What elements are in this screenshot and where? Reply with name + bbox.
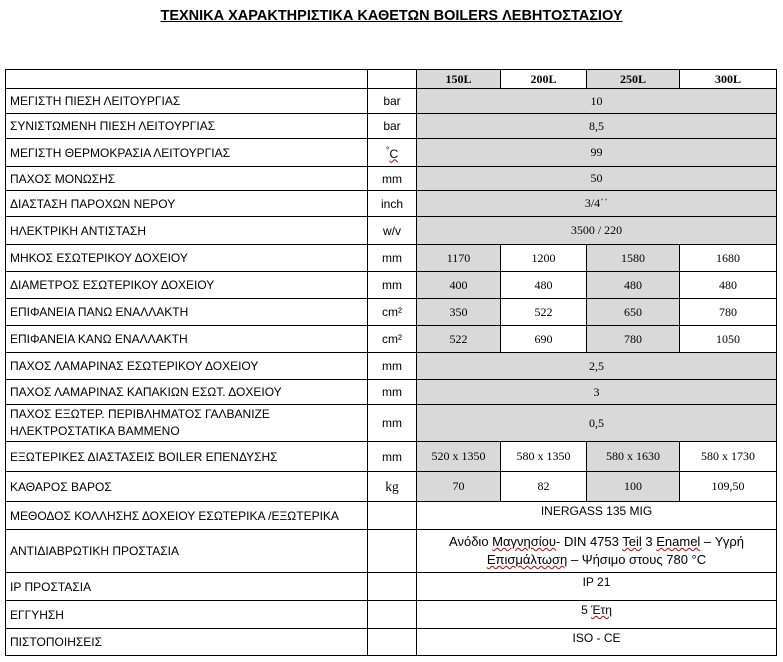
corrosion-text: Teil [622, 534, 642, 549]
cell-200l: 580 x 1350 [501, 442, 587, 472]
cell-300l: 480 [680, 272, 777, 299]
row-unit: mm [368, 272, 417, 299]
row-value [417, 530, 777, 573]
row-unit: cm² [368, 326, 417, 353]
row-unit: mm [368, 167, 417, 191]
cell-250l: 100 [587, 472, 680, 502]
cell-300l: 1680 [680, 245, 777, 272]
cell-200l: 522 [501, 299, 587, 326]
cell-300l: 109,50 [680, 472, 777, 502]
table-row [6, 629, 777, 656]
row-label: ΑΝΤΙΔΙΑΒΡΩΤΙΚΗ ΠΡΟΣΤΑΣΙΑ [6, 530, 368, 573]
row-label: ΔΙΑΜΕΤΡΟΣ ΕΣΩΤΕΡΙΚΟΥ ΔΟΧΕΙΟΥ [6, 272, 368, 299]
row-unit: mm [368, 245, 417, 272]
table-row [6, 245, 777, 272]
row-value: 10 [417, 89, 777, 114]
cell-250l: 650 [587, 299, 680, 326]
warranty-number: 5 [581, 603, 592, 617]
row-value: 3 [417, 380, 777, 405]
header-empty-unit [368, 70, 417, 89]
row-value: 3/4΄΄ [417, 191, 777, 217]
row-label: ΣΥΝΙΣΤΩΜΕΝΗ ΠΙΕΣΗ ΛΕΙΤΟΥΡΓΙΑΣ [6, 114, 368, 139]
corrosion-text: – Ψήσιμο στους 780 °C [567, 552, 707, 567]
celsius-unit: C [389, 146, 399, 161]
row-unit: bar [368, 89, 417, 114]
table-row [6, 353, 777, 380]
row-label: ΠΙΣΤΟΠΟΙΗΣΕΙΣ [6, 629, 368, 656]
corrosion-text: - DIN 4753 [556, 534, 623, 549]
corrosion-text: Μαγνησίου [492, 534, 556, 549]
row-unit [368, 139, 417, 167]
row-value: IP 21 [417, 573, 777, 601]
cell-150l: 520 x 1350 [417, 442, 501, 472]
row-label-line2: ΗΛΕΚΤΡΟΣΤΑΤΙΚΑ ΒΑΜΜΕΝΟ [10, 424, 180, 438]
corrosion-text: – Υγρή [700, 534, 744, 549]
table-row [6, 380, 777, 405]
row-value: 8,5 [417, 114, 777, 139]
row-value: INERGASS 135 MIG [417, 502, 777, 530]
table-row [6, 405, 777, 442]
row-unit-empty [368, 629, 417, 656]
row-label: ΜΕΓΙΣΤΗ ΘΕΡΜΟΚΡΑΣΙΑ ΛΕΙΤΟΥΡΓΙΑΣ [6, 139, 368, 167]
cell-250l: 480 [587, 272, 680, 299]
row-unit: w/v [368, 217, 417, 245]
cell-300l: 1050 [680, 326, 777, 353]
table-row [6, 442, 777, 472]
row-unit: inch [368, 191, 417, 217]
table-row [6, 299, 777, 326]
table-row [6, 601, 777, 629]
row-label: ΕΠΙΦΑΝΕΙΑ ΚΑΝΩ ΕΝΑΛΛΑΚΤΗ [6, 326, 368, 353]
row-value: ISO - CE [417, 629, 777, 656]
table-row [6, 573, 777, 601]
cell-200l: 1200 [501, 245, 587, 272]
header-150l: 150L [417, 70, 501, 89]
corrosion-text: Επισμάλτωση [486, 552, 568, 567]
header-empty-label [6, 70, 368, 89]
row-unit: bar [368, 114, 417, 139]
row-label: ΕΓΓΥΗΣΗ [6, 601, 368, 629]
table-row [6, 191, 777, 217]
row-unit: kg [368, 472, 417, 502]
cell-300l: 580 x 1730 [680, 442, 777, 472]
table-row [6, 530, 777, 573]
row-value [417, 601, 777, 629]
cell-150l: 522 [417, 326, 501, 353]
document-title: ΤΕΧΝΙΚΑ ΧΑΡΑΚΤΗΡΙΣΤΙΚΑ ΚΑΘΕΤΩΝ BOILERS ΛΕΒΗΤΟΣΤΑΣΙΟΥ [160, 8, 623, 24]
table-row [6, 472, 777, 502]
row-label: ΕΠΙΦΑΝΕΙΑ ΠΑΝΩ ΕΝΑΛΛΑΚΤΗ [6, 299, 368, 326]
cell-150l: 70 [417, 472, 501, 502]
header-300l: 300L [680, 70, 777, 89]
row-unit-empty [368, 502, 417, 530]
row-label: ΠΑΧΟΣ ΜΟΝΩΣΗΣ [6, 167, 368, 191]
row-unit: mm [368, 405, 417, 442]
table-row [6, 502, 777, 530]
table-row [6, 272, 777, 299]
table-row [6, 114, 777, 139]
row-label: ΔΙΑΣΤΑΣΗ ΠΑΡΟΧΩΝ ΝΕΡΟΥ [6, 191, 368, 217]
row-label: ΗΛΕΚΤΡΙΚΗ ΑΝΤΙΣΤΑΣΗ [6, 217, 368, 245]
cell-200l: 480 [501, 272, 587, 299]
row-label: ΜΗΚΟΣ ΕΣΩΤΕΡΙΚΟΥ ΔΟΧΕΙΟΥ [6, 245, 368, 272]
cell-150l: 1170 [417, 245, 501, 272]
row-label: ΜΕΓΙΣΤΗ ΠΙΕΣΗ ΛΕΙΤΟΥΡΓΙΑΣ [6, 89, 368, 114]
cell-150l: 400 [417, 272, 501, 299]
row-label: ΠΑΧΟΣ ΛΑΜΑΡΙΝΑΣ ΕΣΩΤΕΡΙΚΟΥ ΔΟΧΕΙΟΥ [6, 353, 368, 380]
degree-sign: ° [385, 144, 390, 155]
cell-200l: 82 [501, 472, 587, 502]
cell-250l: 780 [587, 326, 680, 353]
header-200l: 200L [501, 70, 587, 89]
row-value: 50 [417, 167, 777, 191]
cell-200l: 690 [501, 326, 587, 353]
corrosion-text: Ανόδιο [449, 534, 493, 549]
row-label: ΠΑΧΟΣ ΛΑΜΑΡΙΝΑΣ ΚΑΠΑΚΙΩΝ ΕΣΩΤ. ΔΟΧΕΙΟΥ [6, 380, 368, 405]
row-value: 2,5 [417, 353, 777, 380]
table-row [6, 139, 777, 167]
specifications-table [5, 69, 777, 656]
table-row [6, 326, 777, 353]
corrosion-text: Enamel [656, 534, 701, 549]
row-unit-empty [368, 530, 417, 573]
row-label: ΜΕΘΟΔΟΣ ΚΟΛΛΗΣΗΣ ΔΟΧΕΙΟΥ ΕΣΩΤΕΡΙΚΑ /ΕΞΩΤΕΡΙΚΑ [6, 502, 368, 530]
table-header-row [6, 70, 777, 89]
row-label: ΕΞΩΤΕΡΙΚΕΣ ΔΙΑΣΤΑΣΕΙΣ BOILER ΕΠΕΝΔΥΣΗΣ [6, 442, 368, 472]
row-unit-empty [368, 601, 417, 629]
cell-250l: 1580 [587, 245, 680, 272]
row-label-line1: ΠΑΧΟΣ ΕΞΩΤΕΡ. ΠΕΡΙΒΛΗΜΑΤΟΣ ΓΑΛΒΑΝΙΖΕ [10, 407, 270, 421]
table-row [6, 167, 777, 191]
row-unit: mm [368, 442, 417, 472]
corrosion-text: 3 [641, 534, 657, 549]
row-label: ΚΑΘΑΡΟΣ ΒΑΡΟΣ [6, 472, 368, 502]
row-value: 99 [417, 139, 777, 167]
row-label: IP ΠΡΟΣΤΑΣΙΑ [6, 573, 368, 601]
table-row [6, 89, 777, 114]
cell-300l: 780 [680, 299, 777, 326]
row-label [6, 405, 368, 442]
warranty-word: Έτη [591, 603, 612, 617]
row-value: 3500 / 220 [417, 217, 777, 245]
table-row [6, 217, 777, 245]
row-unit: cm² [368, 299, 417, 326]
row-unit-empty [368, 573, 417, 601]
cell-150l: 350 [417, 299, 501, 326]
cell-250l: 580 x 1630 [587, 442, 680, 472]
header-250l: 250L [587, 70, 680, 89]
row-unit: mm [368, 380, 417, 405]
row-value: 0,5 [417, 405, 777, 442]
row-unit: mm [368, 353, 417, 380]
